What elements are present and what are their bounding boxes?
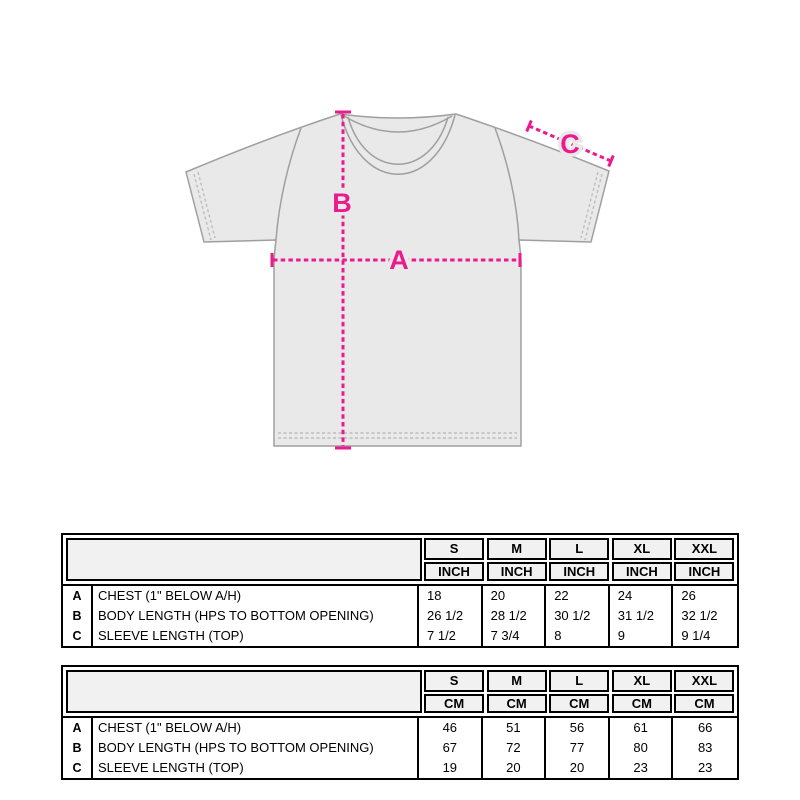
size-header-m: M [487,670,547,692]
row-label: CHEST (1" BELOW A/H) [93,586,419,606]
value-cell: 26 1/2 [419,606,483,626]
size-header-xxl: XXL [674,670,734,692]
header-corner-cell [66,538,422,582]
row-label: SLEEVE LENGTH (TOP) [93,758,419,778]
value-cell: 22 [546,586,610,606]
cm-table-header [63,667,737,718]
row-letter: B [63,738,93,758]
table-row-chest [63,718,737,738]
size-header-s: S [424,538,484,560]
row-label: BODY LENGTH (HPS TO BOTTOM OPENING) [93,606,419,626]
row-letter: B [63,606,93,626]
size-table-inch [61,533,739,648]
row-label: CHEST (1" BELOW A/H) [93,718,419,738]
header-corner-cell [66,670,422,714]
unit-header: CM [487,694,547,713]
row-letter: A [63,718,93,738]
value-cell: 24 [610,586,674,606]
table-row-sleeve [63,758,737,778]
value-cell: 7 1/2 [419,626,483,646]
size-header-l: L [549,670,609,692]
unit-header: INCH [612,562,672,581]
value-cell: 26 [681,588,696,603]
value-cell: 72 [483,738,547,758]
value-cell: 77 [546,738,610,758]
value-cell: 32 1/2 [681,608,718,623]
unit-header: INCH [549,562,609,581]
value-cell: 51 [483,718,547,738]
table-row-chest [63,586,737,606]
inch-table-header [63,535,737,586]
size-table-cm [61,665,739,780]
value-cell: 18 [419,586,483,606]
cm-table-body [63,718,737,778]
inch-table-body [63,586,737,646]
unit-header: INCH [674,562,734,581]
value-cell: 19 [419,758,483,778]
value-cell: 28 1/2 [483,606,547,626]
size-header-xl: XL [612,538,672,560]
value-cell: 56 [546,718,610,738]
row-letter: C [63,626,93,646]
value-cell: 8 [546,626,610,646]
size-header-l: L [549,538,609,560]
value-cell: 9 1/4 [681,628,711,643]
size-header-xl: XL [612,670,672,692]
value-cell: 61 [610,718,674,738]
value-cell: 23 [610,758,674,778]
row-label: SLEEVE LENGTH (TOP) [93,626,419,646]
table-row-body-length [63,738,737,758]
value-cell: 20 [546,758,610,778]
measure-label-c: C [560,129,580,159]
measure-label-a: A [389,245,409,275]
unit-header: INCH [487,562,547,581]
unit-header: CM [424,694,484,713]
value-cell: 80 [610,738,674,758]
table-row-sleeve [63,626,737,646]
row-letter: C [63,758,93,778]
table-row-body-length [63,606,737,626]
value-cell: 20 [483,586,547,606]
value-cell: 66 [697,720,713,735]
unit-header: CM [612,694,672,713]
value-cell: 20 [483,758,547,778]
row-label: BODY LENGTH (HPS TO BOTTOM OPENING) [93,738,419,758]
size-header-xxl: XXL [674,538,734,560]
value-cell: 30 1/2 [546,606,610,626]
value-cell: 9 [610,626,674,646]
size-header-m: M [487,538,547,560]
unit-header: CM [549,694,609,713]
value-cell: 83 [697,740,713,755]
unit-header: CM [674,694,734,713]
value-cell: 23 [697,760,713,775]
row-letter: A [63,586,93,606]
measure-label-b: B [332,188,352,218]
value-cell: 67 [419,738,483,758]
size-header-s: S [424,670,484,692]
value-cell: 46 [419,718,483,738]
value-cell: 7 3/4 [483,626,547,646]
unit-header: INCH [424,562,484,581]
value-cell: 31 1/2 [610,606,674,626]
